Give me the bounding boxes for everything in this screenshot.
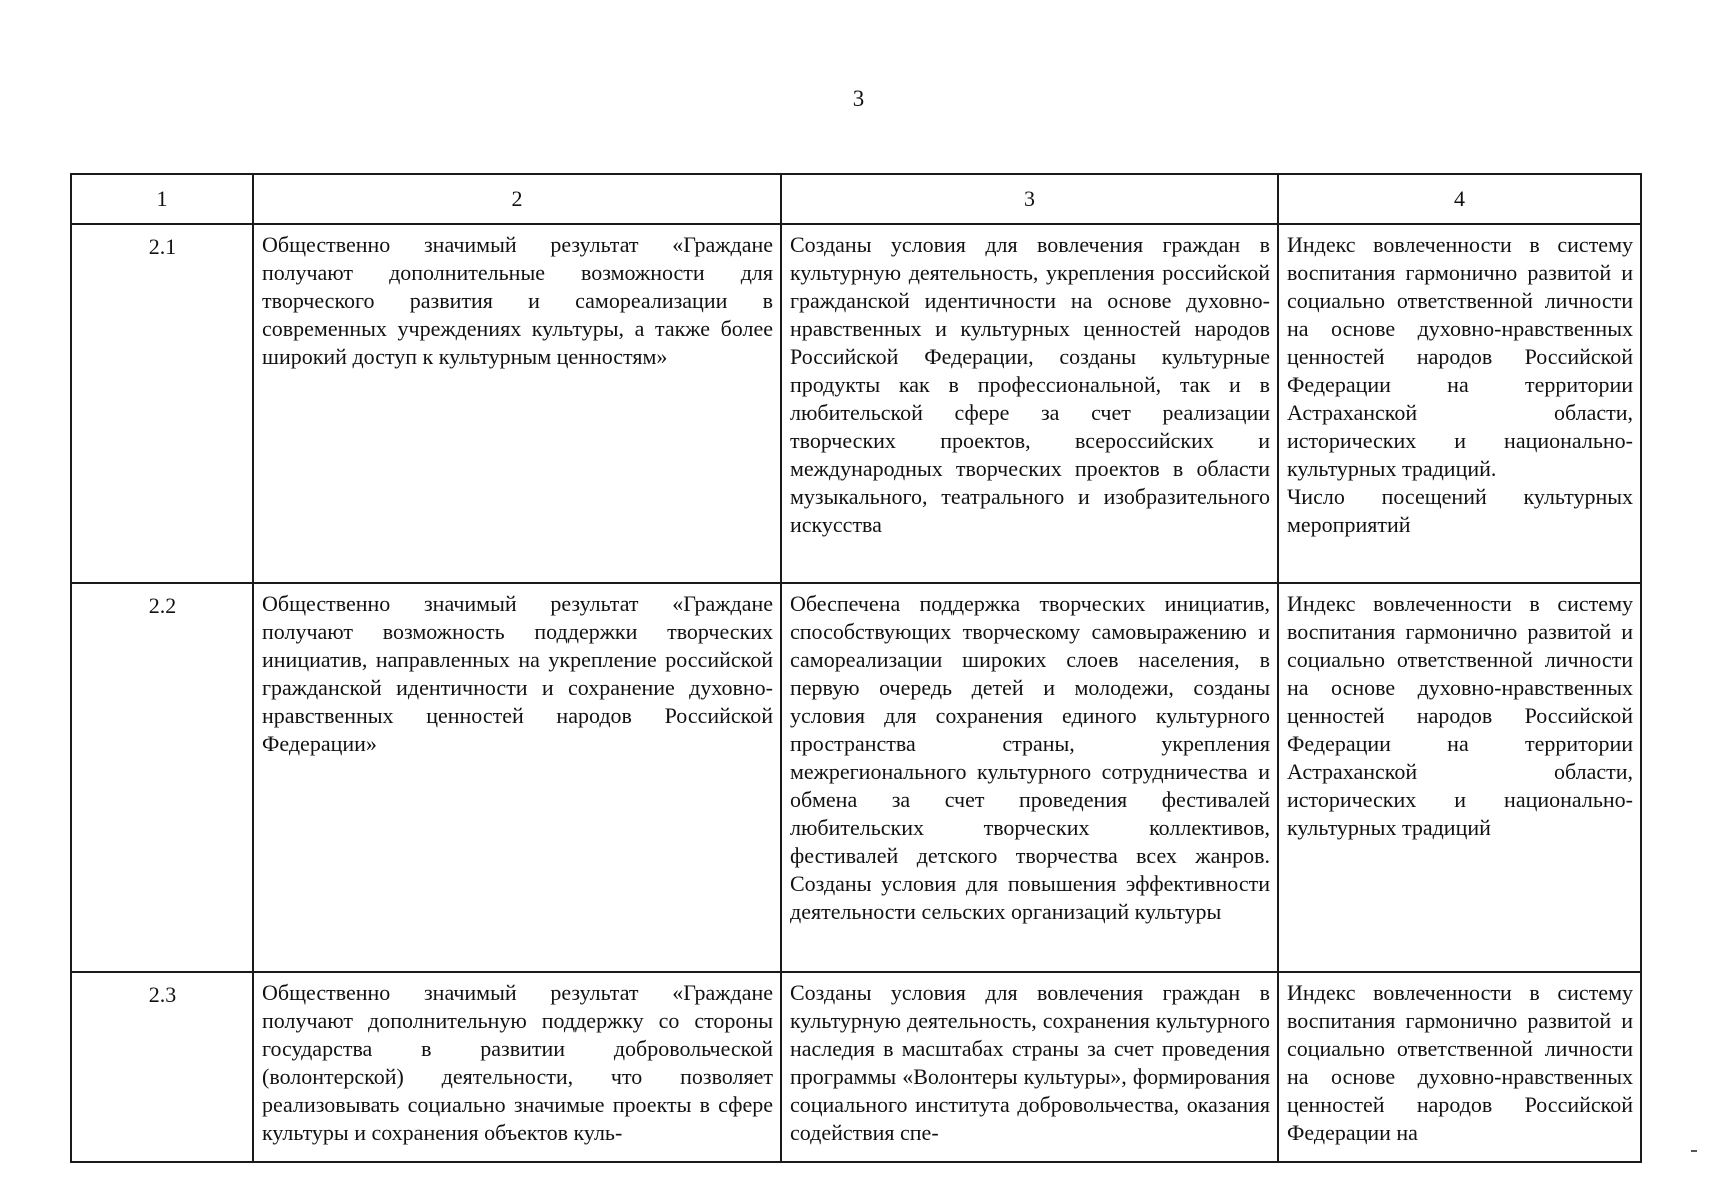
indicator-extra-text: Число посещений культурных мероприятий xyxy=(1287,484,1633,537)
result-cell xyxy=(253,583,781,972)
row-number: 2.1 xyxy=(71,224,253,583)
indicator-cell xyxy=(1278,224,1641,583)
scan-mark xyxy=(1691,1150,1697,1152)
table-row xyxy=(71,224,1641,583)
description-cell xyxy=(781,972,1278,1162)
page-number: 3 xyxy=(852,86,865,111)
result-text: Общественно значимый результат «Граждане получают дополнительные возможности для творческого развития и самореализации в современных учреждениях культуры, а также более широкий доступ к культурным ценностям» xyxy=(262,232,773,369)
result-text: Общественно значимый результат «Граждане получают возможность поддержки творческих инициатив, направленных на укрепление российской гражданской идентичности и сохранение духовно-нравственных ценностей народов Российской Федерации» xyxy=(262,591,773,756)
indicator-text: Индекс вовлеченности в систему воспитания гармонично развитой и социально ответственной личности на основе духовно-нравственных ценностей народов Российской Федерации на территории Астраханской области, исторических и национально-культурных традиций xyxy=(1287,591,1633,840)
table-row xyxy=(71,972,1641,1162)
description-cell xyxy=(781,224,1278,583)
indicator-text: Индекс вовлеченности в систему воспитания гармонично развитой и социально ответственной личности на основе духовно-нравственных ценностей народов Российской Федерации на xyxy=(1287,980,1633,1145)
table-header-row xyxy=(71,174,1641,224)
description-text: Созданы условия для вовлечения граждан в культурную деятельность, укрепления российской гражданской идентичности на основе духовно-нравственных и культурных ценностей народов Российской Федерации, созданы культурные продукты как в профессиональной, так и в любительской сфере за счет реализации творческих проектов, всероссийских и международных творческих проектов в области музыкального, театрального и изобразительного искусства xyxy=(790,232,1270,537)
description-text: Обеспечена поддержка творческих инициатив, способствующих творческому самовыражению и самореализации широких слоев населения, в первую очередь детей и молодежи, созданы условия для сохранения единого культурного пространства страны, укрепления межрегионального культурного сотрудничества и обмена за счет проведения фестивалей любительских творческих коллективов, фестивалей детского творчества всех жанров. Созданы условия для повышения эффективности деятельности сельских организаций культуры xyxy=(790,591,1270,924)
column-header-2: 2 xyxy=(253,174,781,224)
row-number: 2.3 xyxy=(71,972,253,1162)
indicator-text: Индекс вовлеченности в систему воспитания гармонично развитой и социально ответственной личности на основе духовно-нравственных ценностей народов Российской Федерации на территории Астраханской области, исторических и национально-культурных традиций. xyxy=(1287,232,1633,481)
row-number: 2.2 xyxy=(71,583,253,972)
document-table xyxy=(70,173,1642,1163)
column-header-4: 4 xyxy=(1278,174,1641,224)
description-text: Созданы условия для вовлечения граждан в культурную деятельность, сохранения культурного наследия в масштабах страны за счет проведения программы «Волонтеры культуры», формирования социального института добровольчества, оказания содействия спе- xyxy=(790,980,1270,1145)
indicator-cell xyxy=(1278,583,1641,972)
column-header-3: 3 xyxy=(781,174,1278,224)
indicator-cell xyxy=(1278,972,1641,1162)
table-row xyxy=(71,583,1641,972)
result-cell xyxy=(253,972,781,1162)
column-header-1: 1 xyxy=(71,174,253,224)
result-text: Общественно значимый результат «Граждане получают дополнительную поддержку со стороны государства в развитии добровольческой (волонтерской) деятельности, что позволяет реализовывать социально значимые проекты в сфере культуры и сохранения объектов куль- xyxy=(262,980,773,1145)
description-cell xyxy=(781,583,1278,972)
result-cell xyxy=(253,224,781,583)
